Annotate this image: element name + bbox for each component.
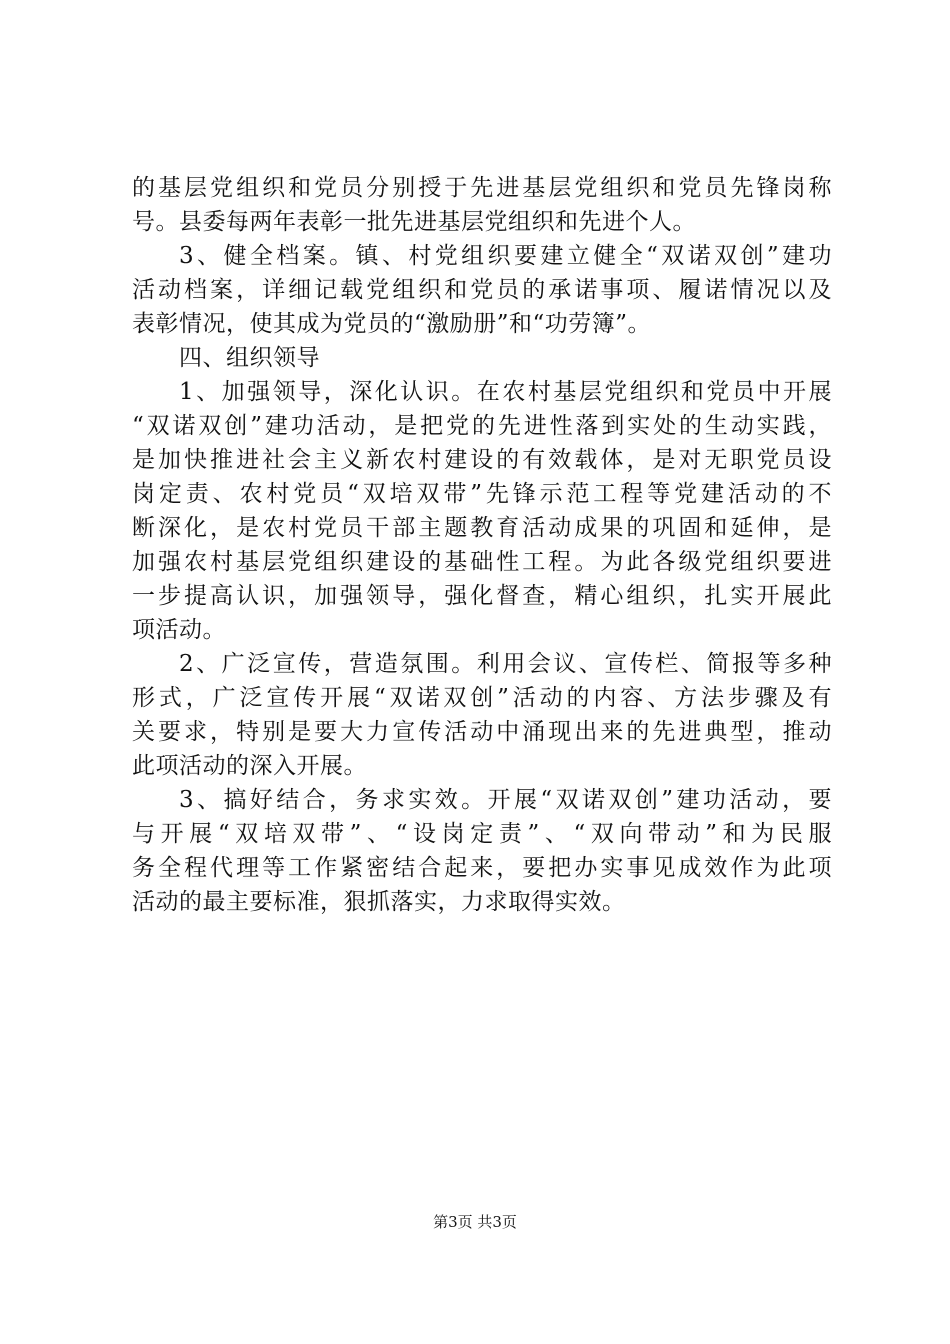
document-body — [132, 171, 832, 919]
paragraph-line: 此项活动的深入开展。 — [132, 753, 367, 779]
paragraph-line: 断深化，是农村党员干部主题教育活动成果的巩固和延伸，是 — [132, 515, 832, 541]
paragraph-line: 2、广泛宣传，营造氛围。利用会议、宣传栏、简报等多种 — [179, 651, 832, 677]
paragraph-line: 加强农村基层党组织建设的基础性工程。为此各级党组织要进 — [132, 549, 832, 575]
paragraph-line: 3、搞好结合，务求实效。开展“双诺双创”建功活动，要 — [179, 787, 832, 813]
paragraph-line: 与开展“双培双带”、“设岗定责”、“双向带动”和为民服 — [132, 821, 832, 847]
paragraph-line: 形式，广泛宣传开展“双诺双创”活动的内容、方法步骤及有 — [132, 685, 832, 711]
paragraph-line: 3、健全档案。镇、村党组织要建立健全“双诺双创”建功 — [179, 243, 832, 269]
paragraph-line: 1、加强领导，深化认识。在农村基层党组织和党员中开展 — [179, 379, 832, 405]
paragraph-line: 关要求，特别是要大力宣传活动中涌现出来的先进典型，推动 — [132, 719, 832, 745]
paragraph-line: 是加快推进社会主义新农村建设的有效载体，是对无职党员设 — [132, 447, 832, 473]
paragraph-line: 岗定责、农村党员“双培双带”先锋示范工程等党建活动的不 — [132, 481, 832, 507]
page-number-footer: 第3页 共3页 — [433, 1213, 517, 1231]
paragraph-line: 的基层党组织和党员分别授于先进基层党组织和党员先锋岗称 — [132, 175, 832, 201]
paragraph-line: 号。县委每两年表彰一批先进基层党组织和先进个人。 — [132, 209, 696, 235]
paragraph-line: 一步提高认识，加强领导，强化督查，精心组织，扎实开展此 — [132, 583, 832, 609]
paragraph-line: 务全程代理等工作紧密结合起来，要把办实事见成效作为此项 — [132, 855, 832, 881]
paragraph-line: 表彰情况，使其成为党员的“激励册”和“功劳簿”。 — [132, 311, 652, 337]
section-heading: 四、组织领导 — [179, 345, 320, 371]
paragraph-line: 项活动。 — [132, 617, 226, 643]
paragraph-line: 活动档案，详细记载党组织和党员的承诺事项、履诺情况以及 — [132, 277, 832, 303]
paragraph-line: 活动的最主要标准，狠抓落实，力求取得实效。 — [132, 889, 626, 915]
paragraph-line: “双诺双创”建功活动，是把党的先进性落到实处的生动实践， — [132, 413, 832, 439]
